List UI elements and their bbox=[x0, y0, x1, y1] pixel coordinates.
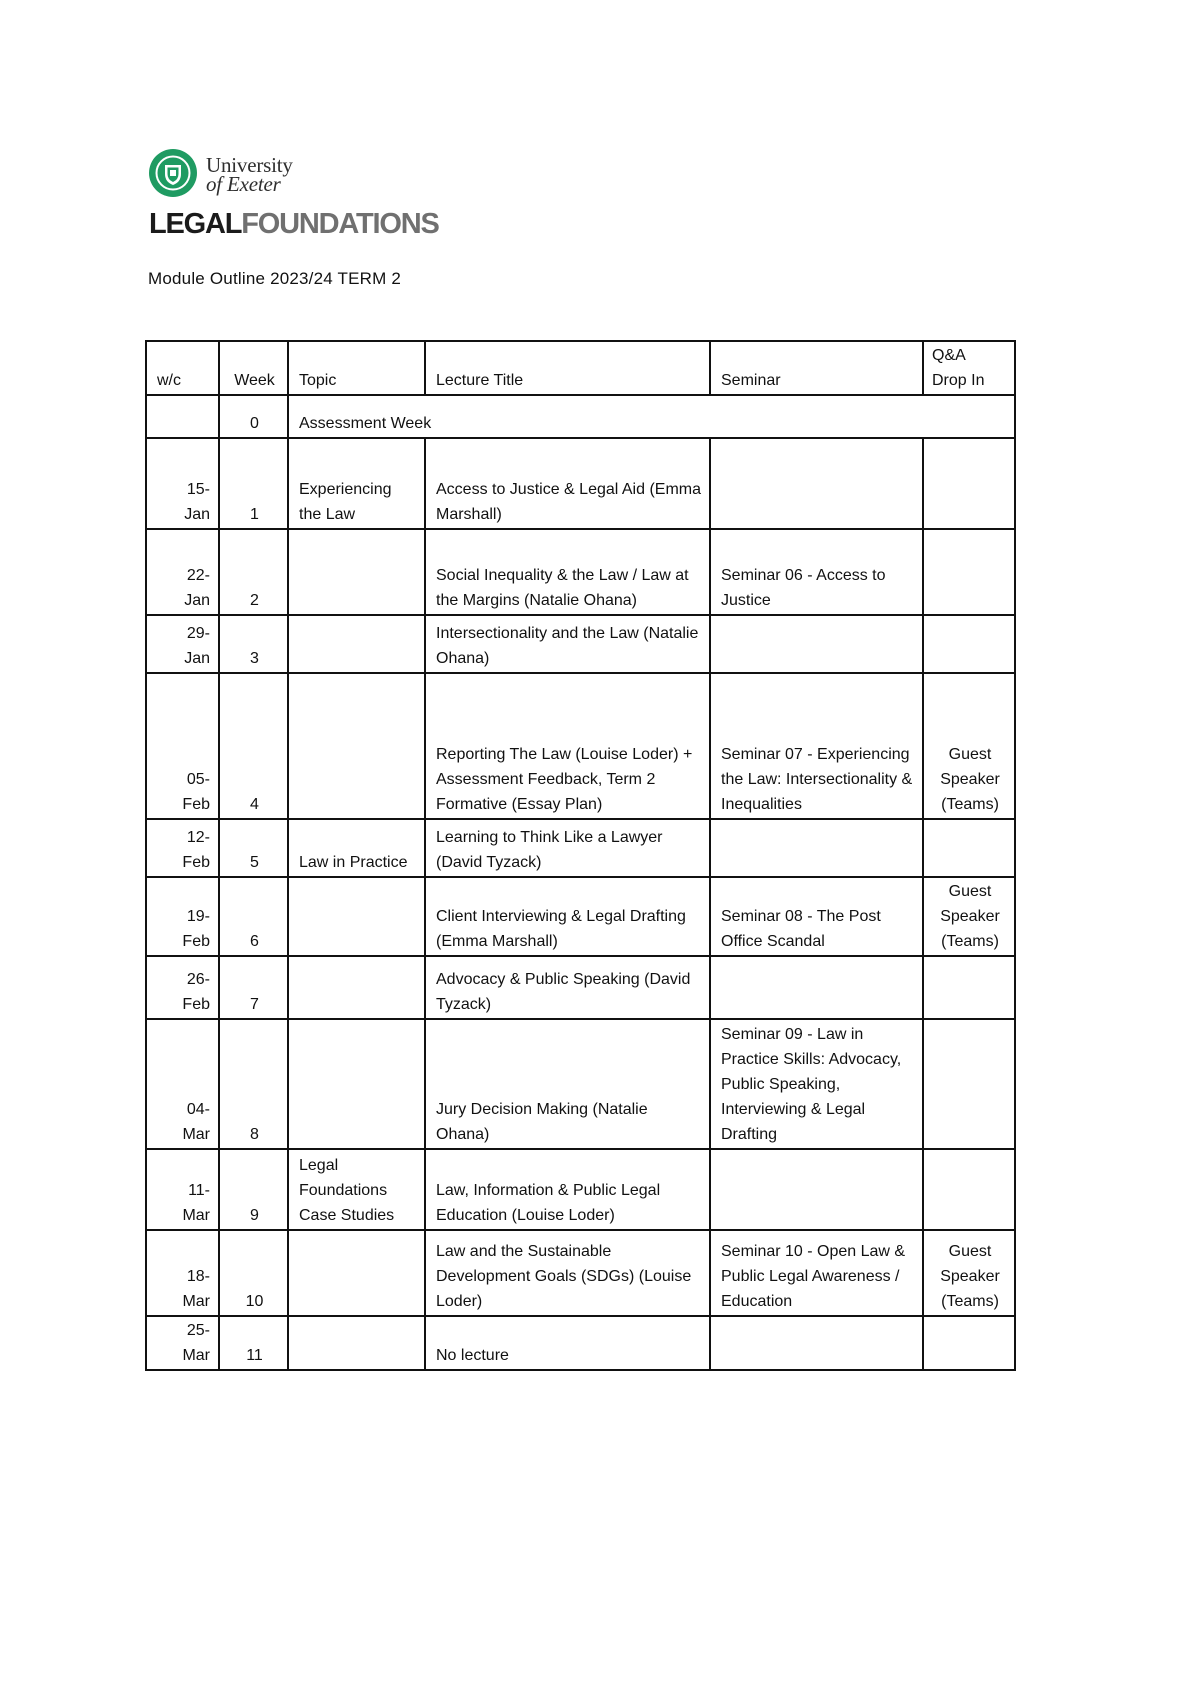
cell-week-commencing bbox=[146, 615, 219, 673]
cell-seminar: Seminar 09 - Law in Practice Skills: Advocacy, Public Speaking, Interviewing & Legal Drafting bbox=[710, 1019, 923, 1149]
module-outline-table bbox=[145, 340, 1016, 1371]
cell-lecture-title: Client Interviewing & Legal Drafting (Emma Marshall) bbox=[425, 877, 710, 956]
header-qa-drop-in bbox=[923, 341, 1015, 395]
header-wc: w/c bbox=[146, 341, 219, 395]
cell-qa-drop-in bbox=[923, 1316, 1015, 1370]
cell-lecture-title: Law, Information & Public Legal Education (Louise Loder) bbox=[425, 1149, 710, 1230]
cell-lecture-title: Reporting The Law (Louise Loder) + Assessment Feedback, Term 2 Formative (Essay Plan) bbox=[425, 673, 710, 819]
wc-day: 15- bbox=[186, 481, 210, 498]
cell-qa-drop-in bbox=[923, 529, 1015, 615]
document-title: Module Outline 2023/24 TERM 2 bbox=[148, 269, 402, 288]
wc-month: Mar bbox=[182, 1347, 210, 1364]
cell-topic: Legal Foundations Case Studies bbox=[288, 1149, 425, 1230]
cell-qa-drop-in bbox=[923, 615, 1015, 673]
cell-week-commencing bbox=[146, 529, 219, 615]
assessment-week-row bbox=[146, 395, 1015, 438]
cell-week-number: 1 bbox=[219, 438, 288, 529]
cell-week-number: 5 bbox=[219, 819, 288, 877]
cell-seminar: Seminar 06 - Access to Justice bbox=[710, 529, 923, 615]
wc-day: 26- bbox=[186, 971, 210, 988]
table-row bbox=[146, 438, 1015, 529]
cell-lecture-title: Intersectionality and the Law (Natalie Ohana) bbox=[425, 615, 710, 673]
header-lecture-title: Lecture Title bbox=[425, 341, 710, 395]
assessment-wc-cell bbox=[146, 395, 219, 438]
cell-week-number: 4 bbox=[219, 673, 288, 819]
cell-lecture-title: Law and the Sustainable Development Goals (SDGs) (Louise Loder) bbox=[425, 1230, 710, 1316]
cell-topic bbox=[288, 615, 425, 673]
table-row bbox=[146, 1019, 1015, 1149]
assessment-week-label: Assessment Week bbox=[288, 395, 1015, 438]
wc-month: Feb bbox=[182, 854, 210, 871]
table-header-row bbox=[146, 341, 1015, 395]
university-seal-icon bbox=[148, 148, 198, 198]
table-row bbox=[146, 819, 1015, 877]
cell-qa-drop-in: Guest Speaker (Teams) bbox=[923, 673, 1015, 819]
wordmark-legal: LEGAL bbox=[149, 208, 242, 240]
cell-week-commencing bbox=[146, 1019, 219, 1149]
cell-week-commencing bbox=[146, 1316, 219, 1370]
cell-lecture-title: Access to Justice & Legal Aid (Emma Marshall) bbox=[425, 438, 710, 529]
cell-topic bbox=[288, 877, 425, 956]
wc-day: 22- bbox=[186, 567, 210, 584]
cell-lecture-title: Learning to Think Like a Lawyer (David Tyzack) bbox=[425, 819, 710, 877]
table-row bbox=[146, 1230, 1015, 1316]
cell-week-commencing bbox=[146, 1230, 219, 1316]
wc-month: Feb bbox=[182, 796, 210, 813]
cell-week-number: 10 bbox=[219, 1230, 288, 1316]
wc-month: Feb bbox=[182, 933, 210, 950]
wc-month: Mar bbox=[182, 1293, 210, 1310]
cell-topic bbox=[288, 1316, 425, 1370]
wordmark-foundations: FOUNDATIONS bbox=[241, 208, 439, 240]
cell-seminar: Seminar 10 - Open Law & Public Legal Awareness / Education bbox=[710, 1230, 923, 1316]
cell-topic bbox=[288, 529, 425, 615]
cell-seminar bbox=[710, 1316, 923, 1370]
cell-qa-drop-in bbox=[923, 1019, 1015, 1149]
cell-week-commencing bbox=[146, 819, 219, 877]
cell-week-number: 9 bbox=[219, 1149, 288, 1230]
header-qa-line2: Drop In bbox=[932, 372, 985, 389]
cell-seminar bbox=[710, 615, 923, 673]
cell-lecture-title: Social Inequality & the Law / Law at the Margins (Natalie Ohana) bbox=[425, 529, 710, 615]
wc-day: 11- bbox=[188, 1182, 210, 1199]
header-qa-line1: Q&A bbox=[932, 347, 966, 364]
cell-week-number: 11 bbox=[219, 1316, 288, 1370]
cell-topic bbox=[288, 673, 425, 819]
cell-seminar bbox=[710, 956, 923, 1019]
cell-qa-drop-in bbox=[923, 956, 1015, 1019]
cell-week-commencing bbox=[146, 956, 219, 1019]
header-week: Week bbox=[219, 341, 288, 395]
assessment-week-number: 0 bbox=[219, 395, 288, 438]
cell-topic bbox=[288, 1019, 425, 1149]
wc-day: 25- bbox=[186, 1322, 210, 1339]
cell-qa-drop-in bbox=[923, 438, 1015, 529]
table-row bbox=[146, 877, 1015, 956]
university-name bbox=[206, 153, 293, 196]
table-row bbox=[146, 1149, 1015, 1230]
wc-month: Mar bbox=[182, 1126, 210, 1143]
wc-day: 05- bbox=[186, 771, 210, 788]
university-logo bbox=[148, 148, 468, 240]
cell-seminar: Seminar 07 - Experiencing the Law: Intersectionality & Inequalities bbox=[710, 673, 923, 819]
wc-day: 12- bbox=[186, 829, 210, 846]
wc-day: 29- bbox=[186, 625, 210, 642]
wc-day: 04- bbox=[186, 1101, 210, 1118]
cell-week-number: 3 bbox=[219, 615, 288, 673]
table-row bbox=[146, 956, 1015, 1019]
cell-week-commencing bbox=[146, 438, 219, 529]
cell-week-number: 8 bbox=[219, 1019, 288, 1149]
cell-seminar bbox=[710, 1149, 923, 1230]
cell-topic bbox=[288, 956, 425, 1019]
table-row bbox=[146, 673, 1015, 819]
wc-month: Jan bbox=[184, 592, 210, 609]
legal-foundations-wordmark bbox=[149, 208, 439, 240]
cell-lecture-title: Advocacy & Public Speaking (David Tyzack) bbox=[425, 956, 710, 1019]
cell-seminar bbox=[710, 438, 923, 529]
wc-month: Mar bbox=[182, 1207, 210, 1224]
cell-week-commencing bbox=[146, 1149, 219, 1230]
wc-month: Jan bbox=[184, 650, 210, 667]
wc-day: 19- bbox=[186, 908, 210, 925]
table-row bbox=[146, 1316, 1015, 1370]
cell-week-number: 2 bbox=[219, 529, 288, 615]
header-seminar: Seminar bbox=[710, 341, 923, 395]
cell-week-number: 7 bbox=[219, 956, 288, 1019]
cell-week-number: 6 bbox=[219, 877, 288, 956]
cell-qa-drop-in: Guest Speaker (Teams) bbox=[923, 1230, 1015, 1316]
wc-day: 18- bbox=[186, 1268, 210, 1285]
cell-lecture-title: No lecture bbox=[425, 1316, 710, 1370]
cell-week-commencing bbox=[146, 877, 219, 956]
cell-week-commencing bbox=[146, 673, 219, 819]
header-topic: Topic bbox=[288, 341, 425, 395]
cell-topic bbox=[288, 1230, 425, 1316]
wc-month: Feb bbox=[182, 996, 210, 1013]
cell-seminar: Seminar 08 - The Post Office Scandal bbox=[710, 877, 923, 956]
cell-topic: Experiencing the Law bbox=[288, 438, 425, 529]
university-name-line2: of Exeter bbox=[206, 172, 281, 196]
cell-topic: Law in Practice bbox=[288, 819, 425, 877]
cell-qa-drop-in: Guest Speaker (Teams) bbox=[923, 877, 1015, 956]
cell-seminar bbox=[710, 819, 923, 877]
cell-lecture-title: Jury Decision Making (Natalie Ohana) bbox=[425, 1019, 710, 1149]
university-name-line1: University bbox=[206, 153, 293, 177]
table-row bbox=[146, 615, 1015, 673]
wc-month: Jan bbox=[184, 506, 210, 523]
cell-qa-drop-in bbox=[923, 819, 1015, 877]
cell-qa-drop-in bbox=[923, 1149, 1015, 1230]
table-row bbox=[146, 529, 1015, 615]
